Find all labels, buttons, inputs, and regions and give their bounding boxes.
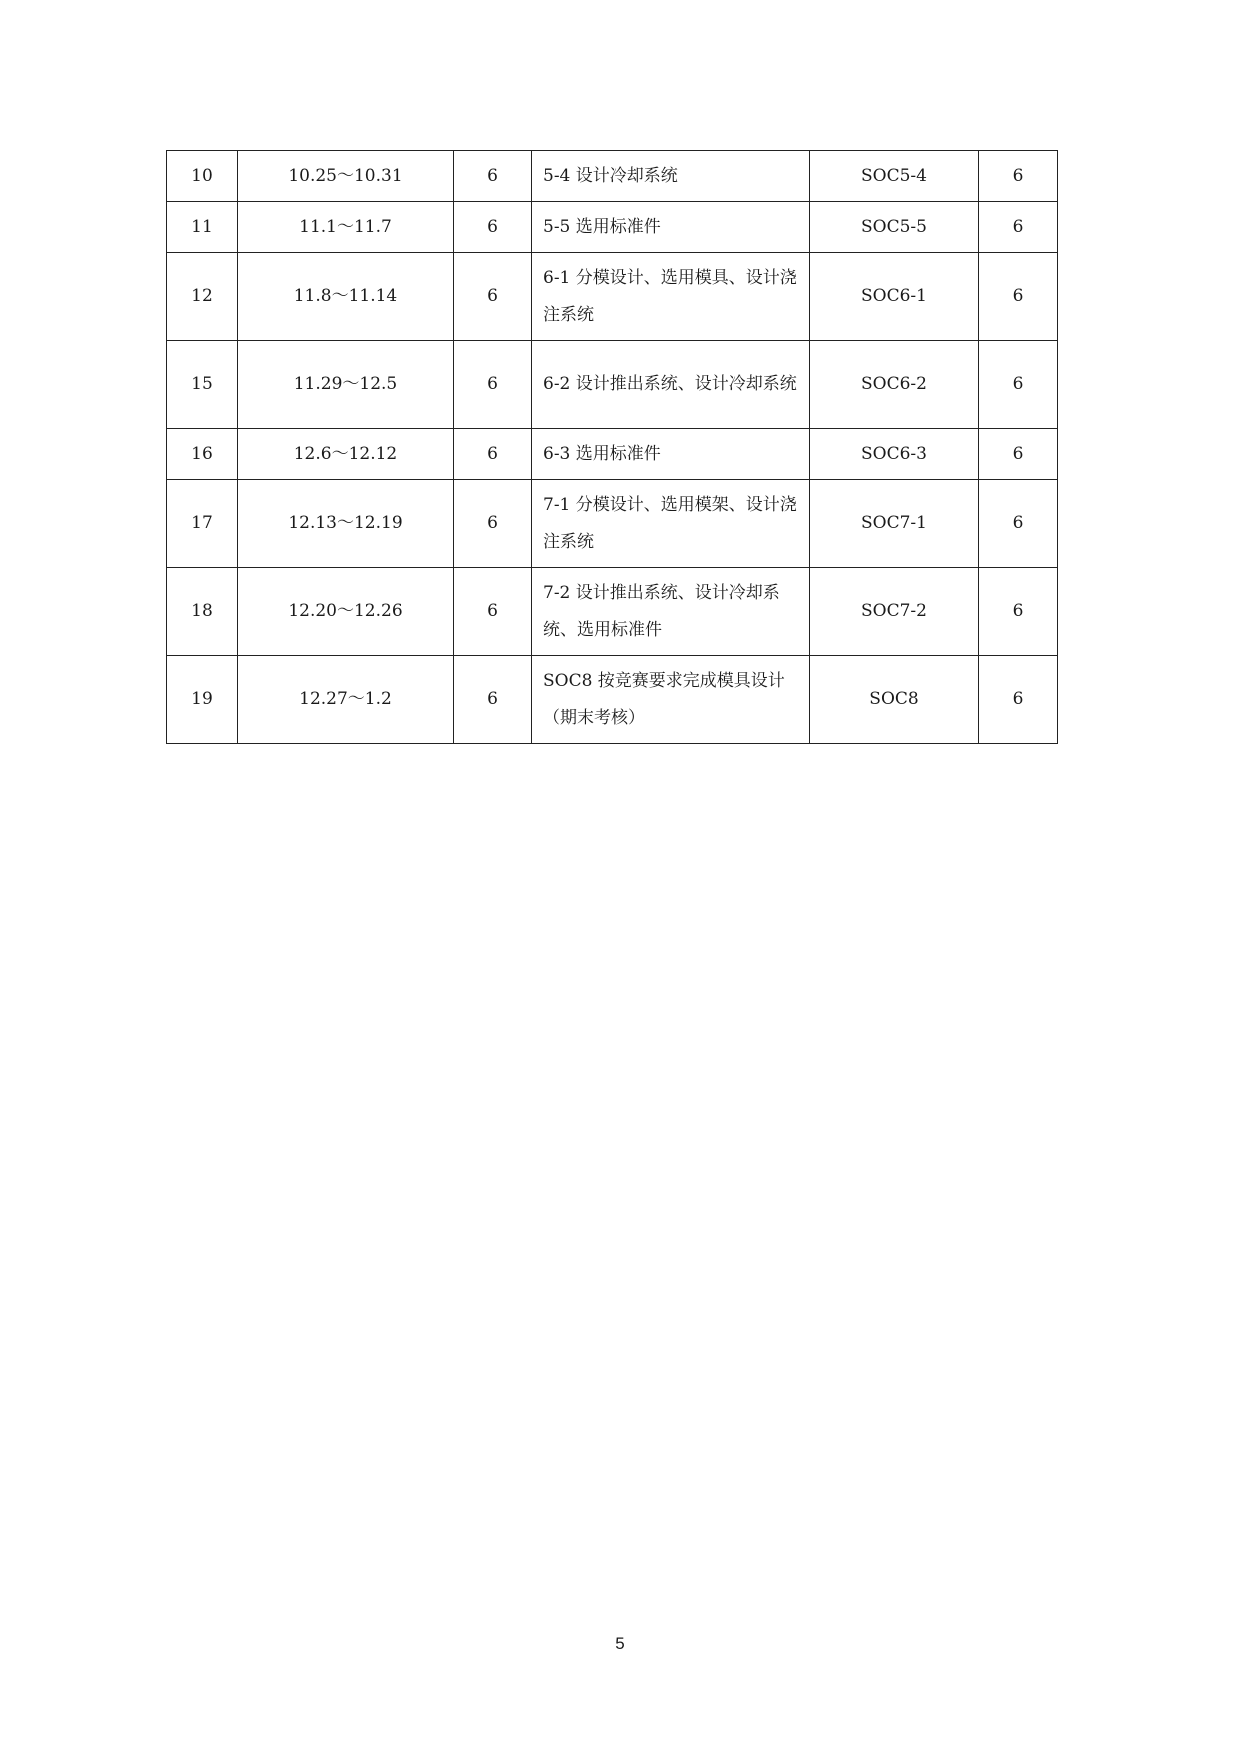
score-cell: 6	[979, 429, 1058, 480]
date-range-cell: 12.13～12.19	[238, 480, 454, 568]
table-row	[167, 253, 1058, 341]
score-cell: 6	[979, 480, 1058, 568]
week-cell: 17	[167, 480, 238, 568]
code-cell: SOC6-3	[810, 429, 979, 480]
date-range-cell: 12.20～12.26	[238, 568, 454, 656]
code-cell: SOC8	[810, 656, 979, 744]
table-row	[167, 480, 1058, 568]
table-row	[167, 429, 1058, 480]
score-cell: 6	[979, 151, 1058, 202]
content-cell: SOC8 按竞赛要求完成模具设计（期末考核）	[532, 656, 810, 744]
week-cell: 15	[167, 341, 238, 429]
score-cell: 6	[979, 568, 1058, 656]
code-cell: SOC5-4	[810, 151, 979, 202]
table-row	[167, 341, 1058, 429]
content-cell: 6-1 分模设计、选用模具、设计浇注系统	[532, 253, 810, 341]
table-row	[167, 151, 1058, 202]
hours-cell: 6	[454, 253, 532, 341]
content-cell: 6-3 选用标准件	[532, 429, 810, 480]
content-cell: 7-1 分模设计、选用模架、设计浇注系统	[532, 480, 810, 568]
week-cell: 19	[167, 656, 238, 744]
week-cell: 18	[167, 568, 238, 656]
date-range-cell: 10.25～10.31	[238, 151, 454, 202]
content-cell: 6-2 设计推出系统、设计冷却系统	[532, 341, 810, 429]
code-cell: SOC6-1	[810, 253, 979, 341]
date-range-cell: 11.29～12.5	[238, 341, 454, 429]
code-cell: SOC5-5	[810, 202, 979, 253]
hours-cell: 6	[454, 341, 532, 429]
week-cell: 11	[167, 202, 238, 253]
content-cell: 5-5 选用标准件	[532, 202, 810, 253]
course-schedule-table	[166, 150, 1058, 744]
content-cell: 7-2 设计推出系统、设计冷却系统、选用标准件	[532, 568, 810, 656]
code-cell: SOC7-2	[810, 568, 979, 656]
table-row	[167, 656, 1058, 744]
table-row	[167, 202, 1058, 253]
hours-cell: 6	[454, 480, 532, 568]
hours-cell: 6	[454, 151, 532, 202]
date-range-cell: 11.8～11.14	[238, 253, 454, 341]
hours-cell: 6	[454, 202, 532, 253]
code-cell: SOC7-1	[810, 480, 979, 568]
week-cell: 16	[167, 429, 238, 480]
table-row	[167, 568, 1058, 656]
week-cell: 10	[167, 151, 238, 202]
code-cell: SOC6-2	[810, 341, 979, 429]
score-cell: 6	[979, 656, 1058, 744]
date-range-cell: 12.6～12.12	[238, 429, 454, 480]
week-cell: 12	[167, 253, 238, 341]
score-cell: 6	[979, 253, 1058, 341]
hours-cell: 6	[454, 656, 532, 744]
hours-cell: 6	[454, 568, 532, 656]
score-cell: 6	[979, 341, 1058, 429]
score-cell: 6	[979, 202, 1058, 253]
hours-cell: 6	[454, 429, 532, 480]
date-range-cell: 11.1～11.7	[238, 202, 454, 253]
date-range-cell: 12.27～1.2	[238, 656, 454, 744]
content-cell: 5-4 设计冷却系统	[532, 151, 810, 202]
page-number: 5	[615, 1634, 625, 1653]
